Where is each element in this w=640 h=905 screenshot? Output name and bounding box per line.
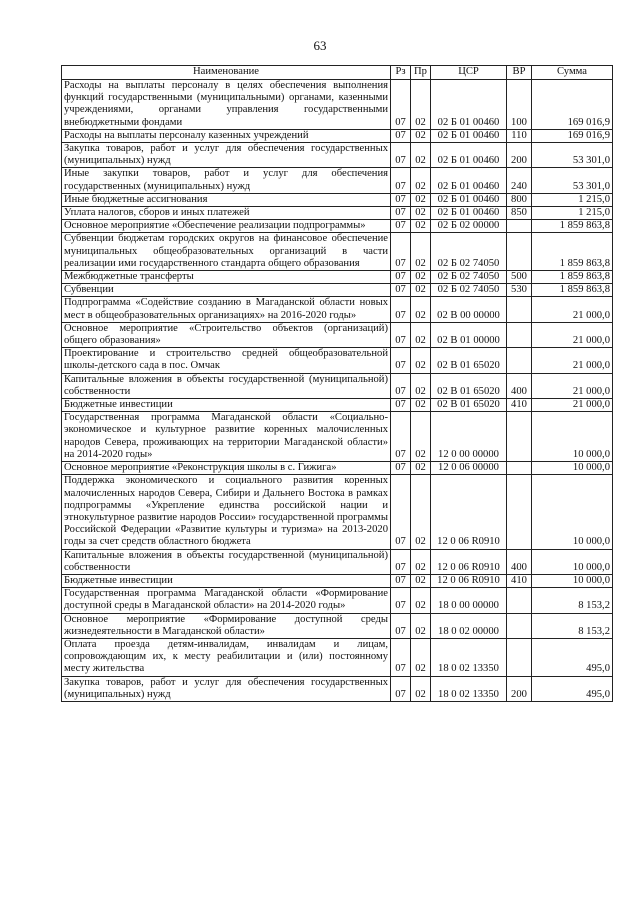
cell-pr: 02	[411, 676, 431, 701]
cell-sum: 495,0	[532, 638, 613, 676]
cell-sum: 10 000,0	[532, 549, 613, 574]
cell-rz: 07	[391, 80, 411, 130]
table-row	[62, 271, 613, 284]
cell-sum: 10 000,0	[532, 412, 613, 462]
cell-vr: 530	[507, 284, 532, 297]
cell-rz: 07	[391, 412, 411, 462]
table-row	[62, 143, 613, 168]
table-row	[62, 676, 613, 701]
cell-rz: 07	[391, 129, 411, 142]
cell-pr: 02	[411, 207, 431, 220]
cell-sum: 1 215,0	[532, 193, 613, 206]
cell-name: Субвенции бюджетам городских округов на финансовое обеспечение муниципальных общеобразовательных организаций в части реализации ими государственного стандарта общего образования	[62, 233, 391, 271]
cell-name: Основное мероприятие «Строительство объектов (организаций) общего образования»	[62, 322, 391, 347]
table-row	[62, 297, 613, 322]
cell-vr	[507, 220, 532, 233]
cell-csr: 02 Б 02 74050	[431, 233, 507, 271]
cell-pr: 02	[411, 373, 431, 398]
cell-vr: 240	[507, 168, 532, 193]
table-row	[62, 574, 613, 587]
cell-rz: 07	[391, 549, 411, 574]
cell-rz: 07	[391, 588, 411, 613]
cell-csr: 02 В 01 65020	[431, 373, 507, 398]
cell-rz: 07	[391, 613, 411, 638]
table-row	[62, 462, 613, 475]
cell-sum: 8 153,2	[532, 588, 613, 613]
cell-csr: 02 Б 02 74050	[431, 271, 507, 284]
table-row	[62, 588, 613, 613]
cell-rz: 07	[391, 220, 411, 233]
cell-csr: 02 Б 01 00460	[431, 143, 507, 168]
cell-pr: 02	[411, 322, 431, 347]
cell-sum: 53 301,0	[532, 168, 613, 193]
cell-sum: 21 000,0	[532, 297, 613, 322]
cell-vr	[507, 412, 532, 462]
cell-pr: 02	[411, 549, 431, 574]
cell-sum: 1 215,0	[532, 207, 613, 220]
cell-rz: 07	[391, 373, 411, 398]
cell-rz: 07	[391, 193, 411, 206]
cell-sum: 1 859 863,8	[532, 284, 613, 297]
cell-pr: 02	[411, 220, 431, 233]
cell-rz: 07	[391, 399, 411, 412]
cell-pr: 02	[411, 233, 431, 271]
table-row	[62, 284, 613, 297]
cell-sum: 53 301,0	[532, 143, 613, 168]
cell-vr	[507, 638, 532, 676]
cell-pr: 02	[411, 475, 431, 549]
cell-name: Расходы на выплаты персоналу казенных учреждений	[62, 129, 391, 142]
header-vr: ВР	[507, 66, 532, 80]
cell-name: Иные бюджетные ассигнования	[62, 193, 391, 206]
cell-rz: 07	[391, 207, 411, 220]
cell-pr: 02	[411, 129, 431, 142]
cell-pr: 02	[411, 297, 431, 322]
cell-name: Проектирование и строительство средней общеобразовательной школы-детского сада в пос. Омчак	[62, 348, 391, 373]
cell-name: Государственная программа Магаданской области «Социально-экономическое и культурное развитие коренных малочисленных народов Севера, проживающих на территории Магаданской области» на 2014-2020 годы»	[62, 412, 391, 462]
cell-rz: 07	[391, 233, 411, 271]
cell-vr: 200	[507, 143, 532, 168]
header-pr: Пр	[411, 66, 431, 80]
cell-csr: 02 В 00 00000	[431, 297, 507, 322]
table-row	[62, 233, 613, 271]
cell-sum: 495,0	[532, 676, 613, 701]
cell-csr: 02 В 01 65020	[431, 348, 507, 373]
header-name: Наименование	[62, 66, 391, 80]
cell-csr: 12 0 06 R0910	[431, 574, 507, 587]
table-row	[62, 80, 613, 130]
cell-csr: 02 Б 01 00460	[431, 193, 507, 206]
cell-name: Уплата налогов, сборов и иных платежей	[62, 207, 391, 220]
cell-sum: 10 000,0	[532, 462, 613, 475]
cell-pr: 02	[411, 348, 431, 373]
cell-pr: 02	[411, 574, 431, 587]
table-row	[62, 168, 613, 193]
header-sum: Сумма	[532, 66, 613, 80]
table-row	[62, 475, 613, 549]
cell-name: Оплата проезда детям-инвалидам, инвалидам и лицам, сопровождающим их, к месту реабилитации и (или) постоянному месту жительства	[62, 638, 391, 676]
cell-rz: 07	[391, 475, 411, 549]
cell-vr: 500	[507, 271, 532, 284]
header-rz: Рз	[391, 66, 411, 80]
cell-vr: 200	[507, 676, 532, 701]
cell-vr	[507, 348, 532, 373]
cell-name: Капитальные вложения в объекты государственной (муниципальной) собственности	[62, 549, 391, 574]
cell-vr: 410	[507, 574, 532, 587]
cell-pr: 02	[411, 143, 431, 168]
cell-sum: 1 859 863,8	[532, 220, 613, 233]
cell-csr: 02 Б 02 00000	[431, 220, 507, 233]
cell-name: Капитальные вложения в объекты государственной (муниципальной) собственности	[62, 373, 391, 398]
cell-pr: 02	[411, 399, 431, 412]
cell-csr: 02 Б 01 00460	[431, 207, 507, 220]
cell-rz: 07	[391, 271, 411, 284]
budget-table	[61, 65, 613, 702]
table-row	[62, 613, 613, 638]
cell-rz: 07	[391, 322, 411, 347]
cell-csr: 02 В 01 65020	[431, 399, 507, 412]
cell-rz: 07	[391, 638, 411, 676]
table-row	[62, 193, 613, 206]
cell-pr: 02	[411, 588, 431, 613]
cell-rz: 07	[391, 574, 411, 587]
cell-vr: 850	[507, 207, 532, 220]
cell-name: Основное мероприятие «Обеспечение реализации подпрограммы»	[62, 220, 391, 233]
cell-csr: 02 В 01 00000	[431, 322, 507, 347]
table-row	[62, 638, 613, 676]
cell-pr: 02	[411, 80, 431, 130]
cell-pr: 02	[411, 638, 431, 676]
cell-name: Бюджетные инвестиции	[62, 574, 391, 587]
cell-pr: 02	[411, 462, 431, 475]
cell-vr: 110	[507, 129, 532, 142]
cell-vr: 400	[507, 373, 532, 398]
table-row	[62, 322, 613, 347]
table-row	[62, 549, 613, 574]
cell-rz: 07	[391, 168, 411, 193]
cell-sum: 1 859 863,8	[532, 271, 613, 284]
cell-pr: 02	[411, 168, 431, 193]
cell-vr	[507, 462, 532, 475]
cell-pr: 02	[411, 412, 431, 462]
cell-vr	[507, 613, 532, 638]
cell-vr: 100	[507, 80, 532, 130]
cell-name: Субвенции	[62, 284, 391, 297]
cell-vr	[507, 475, 532, 549]
cell-name: Межбюджетные трансферты	[62, 271, 391, 284]
cell-name: Основное мероприятие «Формирование доступной среды жизнедеятельности в Магаданской области»	[62, 613, 391, 638]
table-body	[62, 80, 613, 702]
cell-sum: 21 000,0	[532, 373, 613, 398]
cell-sum: 10 000,0	[532, 475, 613, 549]
cell-name: Закупка товаров, работ и услуг для обеспечения государственных (муниципальных) нужд	[62, 676, 391, 701]
table-row	[62, 373, 613, 398]
cell-sum: 1 859 863,8	[532, 233, 613, 271]
cell-vr	[507, 588, 532, 613]
cell-vr	[507, 322, 532, 347]
cell-csr: 12 0 00 00000	[431, 412, 507, 462]
page-number: 63	[313, 38, 327, 53]
cell-sum: 21 000,0	[532, 348, 613, 373]
cell-csr: 02 Б 02 74050	[431, 284, 507, 297]
cell-name: Закупка товаров, работ и услуг для обеспечения государственных (муниципальных) нужд	[62, 143, 391, 168]
cell-name: Поддержка экономического и социального развития коренных малочисленных народов Севера, Сибири и Дальнего Востока в рамках подпрограммы «Укрепление единства российской нации и этнокультурное развитие народов России» государственной программы Российской Федерации «Развитие культуры и туризма» на 2013-2020 годы за счет средств областного бюджета	[62, 475, 391, 549]
table-row	[62, 399, 613, 412]
cell-name: Подпрограмма «Содействие созданию в Магаданской области новых мест в общеобразовательных организациях» на 2016-2020 годы»	[62, 297, 391, 322]
table-row	[62, 129, 613, 142]
cell-csr: 18 0 02 13350	[431, 676, 507, 701]
cell-name: Иные закупки товаров, работ и услуг для обеспечения государственных (муниципальных) нужд	[62, 168, 391, 193]
cell-csr: 18 0 00 00000	[431, 588, 507, 613]
cell-vr	[507, 297, 532, 322]
cell-sum: 169 016,9	[532, 129, 613, 142]
cell-csr: 02 Б 01 00460	[431, 168, 507, 193]
header-csr: ЦСР	[431, 66, 507, 80]
cell-rz: 07	[391, 143, 411, 168]
cell-rz: 07	[391, 348, 411, 373]
table-row	[62, 207, 613, 220]
table-row	[62, 220, 613, 233]
cell-csr: 12 0 06 R0910	[431, 475, 507, 549]
table-header-row	[62, 66, 613, 80]
cell-rz: 07	[391, 284, 411, 297]
table-row	[62, 412, 613, 462]
cell-vr	[507, 233, 532, 271]
table-row	[62, 348, 613, 373]
cell-rz: 07	[391, 676, 411, 701]
cell-name: Основное мероприятие «Реконструкция школы в с. Гижига»	[62, 462, 391, 475]
cell-vr: 400	[507, 549, 532, 574]
cell-name: Расходы на выплаты персоналу в целях обеспечения выполнения функций государственными (муниципальными) органами, казенными учреждениями, органами управления государственными внебюджетными фондами	[62, 80, 391, 130]
cell-sum: 169 016,9	[532, 80, 613, 130]
cell-pr: 02	[411, 613, 431, 638]
cell-pr: 02	[411, 271, 431, 284]
cell-pr: 02	[411, 193, 431, 206]
cell-sum: 10 000,0	[532, 574, 613, 587]
cell-rz: 07	[391, 462, 411, 475]
cell-csr: 18 0 02 13350	[431, 638, 507, 676]
cell-csr: 18 0 02 00000	[431, 613, 507, 638]
cell-rz: 07	[391, 297, 411, 322]
cell-sum: 21 000,0	[532, 322, 613, 347]
cell-csr: 12 0 06 00000	[431, 462, 507, 475]
cell-csr: 02 Б 01 00460	[431, 129, 507, 142]
cell-csr: 02 Б 01 00460	[431, 80, 507, 130]
cell-vr: 800	[507, 193, 532, 206]
cell-sum: 21 000,0	[532, 399, 613, 412]
cell-vr: 410	[507, 399, 532, 412]
cell-name: Государственная программа Магаданской области «Формирование доступной среды в Магаданской области» на 2014-2020 годы»	[62, 588, 391, 613]
cell-sum: 8 153,2	[532, 613, 613, 638]
cell-name: Бюджетные инвестиции	[62, 399, 391, 412]
cell-pr: 02	[411, 284, 431, 297]
cell-csr: 12 0 06 R0910	[431, 549, 507, 574]
